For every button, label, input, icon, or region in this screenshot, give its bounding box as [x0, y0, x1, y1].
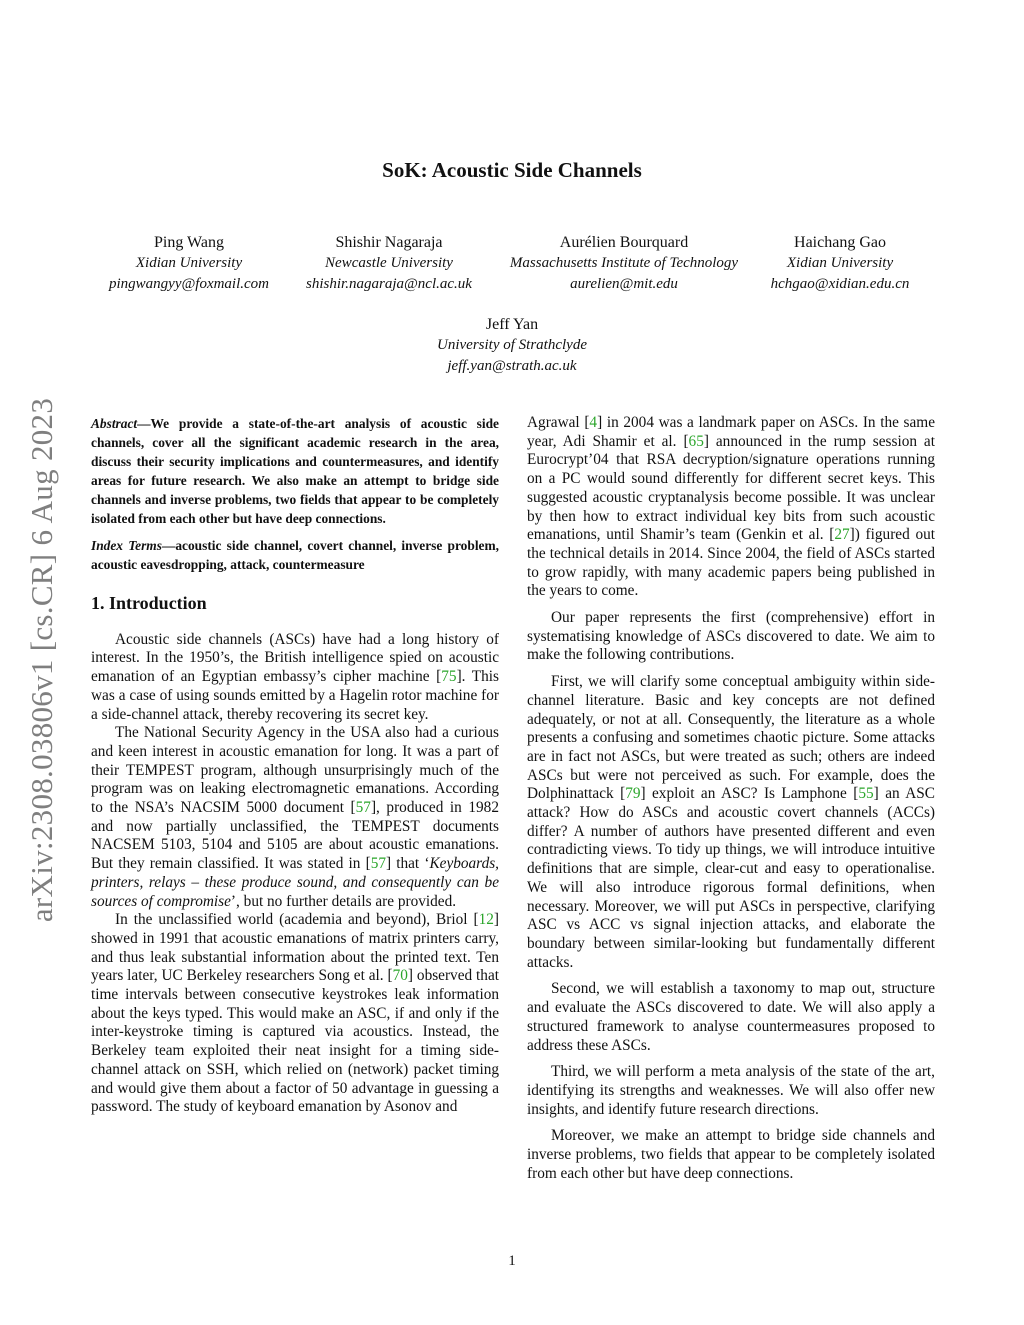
author-block	[762, 232, 918, 295]
author-block	[492, 232, 756, 295]
author-affiliation: Xidian University	[786, 255, 894, 271]
citation-link[interactable]: 57	[370, 855, 386, 873]
paragraph	[91, 724, 499, 911]
paragraph: Third, we will perform a meta analysis of the state of the art, identifying its strengths and weaknesses. We will also offer new insights, and identify future research directions.	[527, 1063, 935, 1118]
paragraph	[91, 911, 499, 1117]
abstract-label: Abstract	[91, 416, 138, 431]
paper-title: SoK: Acoustic Side Channels	[382, 158, 642, 182]
author-email: jeff.yan@strath.ac.uk	[447, 358, 577, 374]
arxiv-identifier: arXiv:2308.03806v1 [cs.CR] 6 Aug 2023	[24, 397, 59, 923]
author-block	[100, 232, 278, 295]
paragraph	[527, 414, 935, 601]
arxiv-side-stamp	[16, 360, 68, 960]
index-terms-label: Index Terms	[91, 538, 162, 553]
citation-link[interactable]: 79	[625, 785, 641, 803]
paragraph: Moreover, we make an attempt to bridge side channels and inverse problems, two fields that appear to be completely isolated from each other but have deep connections.	[527, 1127, 935, 1182]
author-affiliation: Newcastle University	[325, 255, 453, 271]
text-run: ’, but no further details are provided.	[230, 892, 457, 910]
citation-link[interactable]: 55	[858, 785, 874, 803]
text-run: In the unclassified world (academia and beyond), Briol [	[115, 911, 479, 929]
text-run: ]) figured out the technical details in 2014. Since 2004, the field of ASCs started to grow rapidly, with many academic papers being published in the years to come.	[527, 526, 935, 600]
text-run: ] observed that time intervals between consecutive keystrokes leak information about the keys typed. This would make an ASC, if and only if the inter-keystroke timing is captured via acoustics. Instead, the Berkeley team exploited their neat insight for a timing side-channel attack on SSH, which relied on (network) packet timing and would give them about a factor of 50 advantage in guessing a password. The study of keyboard emanation by Asonov and	[91, 967, 499, 1116]
citation-link[interactable]: 12	[478, 911, 494, 929]
author-affiliation: University of Strathclyde	[437, 337, 587, 353]
text-run: ] an ASC attack? How do ASCs and acoustic covert channels (ACCs) differ? A number of authors have presented different and even contradicting views. To tidy up things, we will introduce intuitive definitions that are simple, clear-cut and easy to operationalise. We will also introduce rigorous formal definitions, when necessary. Moreover, we will put ASCs in perspective, clarifying ASC vs ACC vs signal injection attacks, and elaborate the boundary between similar-looking but fundamentally different attacks.	[527, 785, 935, 971]
citation-link[interactable]: 70	[392, 967, 408, 985]
paragraph	[527, 673, 935, 972]
author-name: Shishir Nagaraja	[335, 234, 443, 251]
author-email: shishir.nagaraja@ncl.ac.uk	[306, 276, 472, 292]
paragraph: Our paper represents the first (comprehensive) effort in systematising knowledge of ASCs discovered to date. We aim to make the following contributions.	[527, 609, 935, 664]
author-email: aurelien@mit.edu	[570, 276, 678, 292]
paragraph	[91, 631, 499, 725]
citation-link[interactable]: 65	[688, 432, 704, 450]
text-run: First, we will clarify some conceptual ambiguity within side-channel literature. Basic and key concepts are not defined adequately, or not at all. Consequently, the literature as a whole presents a confusing and sometimes chaotic picture. Some attacks are in fact not ASCs, but were treated as such; others are indeed ASCs but were not perceived as such. For example, does the Dolphinattack [	[527, 673, 935, 803]
author-affiliation: Xidian University	[135, 255, 243, 271]
text-run: ] showed in 1991 that acoustic emanations of matrix printers carry, and thus leak substantial information about the printed text. Ten years later, UC Berkeley researchers Song et al. [	[91, 911, 499, 985]
citation-link[interactable]: 4	[589, 414, 598, 431]
text-run: ] exploit an ASC? Is Lamphone [	[640, 785, 859, 803]
citation-link[interactable]: 75	[441, 668, 457, 686]
author-block	[412, 314, 612, 377]
text-run: Agrawal [	[527, 414, 590, 431]
paragraph: Second, we will establish a taxonomy to map out, structure and evaluate the ASCs discovered to date. We will also apply a structured framework to analyse countermeasures proposed to address these ASCs.	[527, 980, 935, 1054]
text-run: The National Security Agency in the USA also had a curious and keen interest in acoustic emanation for long. It was a part of their TEMPEST program, although unsurprisingly much of the program was on leaking electromagnetic emanations. According to the NSA’s NACSIM 5000 document [	[91, 724, 499, 817]
citation-link[interactable]: 27	[834, 526, 850, 544]
section-heading: 1. Introduction	[91, 593, 207, 613]
author-name: Haichang Gao	[794, 234, 886, 251]
abstract	[91, 414, 499, 528]
text-run: ], produced in 1982 and now partially unclassified, the TEMPEST documents NACSEM 5103, 5104 and 5105 are about acoustic emanations. But they remain classified. It was stated in [	[91, 799, 499, 873]
author-email: hchgao@xidian.edu.cn	[770, 276, 910, 292]
author-name: Ping Wang	[154, 234, 224, 251]
text-run: ] that ‘	[385, 855, 430, 873]
text-run: Acoustic side channels (ASCs) have had a long history of interest. In the 1950’s, the British intelligence spied on acoustic emanation of an Egyptian embassy’s cipher machine [	[91, 630, 499, 686]
abstract-text: —We provide a state-of-the-art analysis of acoustic side channels, cover all the significant academic research in the area, discuss their security implications and countermeasures, and identify areas for future research. We also make an attempt to bridge side channels and inverse problems, two fields that appear to be completely isolated from each other but have deep connections.	[91, 416, 499, 526]
author-name: Jeff Yan	[485, 316, 539, 333]
index-terms	[91, 536, 499, 574]
page-number: 1	[508, 1253, 516, 1269]
right-column	[527, 414, 935, 1183]
text-run: ]. This was a case of using sounds emitted by a Hagelin rotor machine for a side-channel attack, thereby recovering its secret key.	[91, 668, 499, 723]
quote: Keyboards, printers, relays – these produce sound, and consequently can be sources of compromise	[91, 855, 499, 910]
index-terms-text: —acoustic side channel, covert channel, inverse problem, acoustic eavesdropping, attack, countermeasure	[91, 538, 499, 572]
author-block	[294, 232, 484, 295]
author-affiliation: Massachusetts Institute of Technology	[509, 255, 739, 271]
left-column	[91, 414, 499, 1117]
text-run: ] in 2004 was a landmark paper on ASCs. In the same year, Adi Shamir et al. [	[527, 414, 935, 450]
author-email: pingwangyy@foxmail.com	[108, 276, 270, 292]
text-run: ] announced in the rump session at Eurocrypt’04 that RSA decryption/signature operations running on a PC would sound differently for different secret keys. This suggested acoustic cryptanalysis become possible. It was unclear by then how to extract individual key bits from such acoustic emanations, until Shamir’s team (Genkin et al. [	[527, 432, 935, 544]
author-name: Aurélien Bourquard	[559, 234, 689, 251]
citation-link[interactable]: 57	[355, 799, 371, 817]
